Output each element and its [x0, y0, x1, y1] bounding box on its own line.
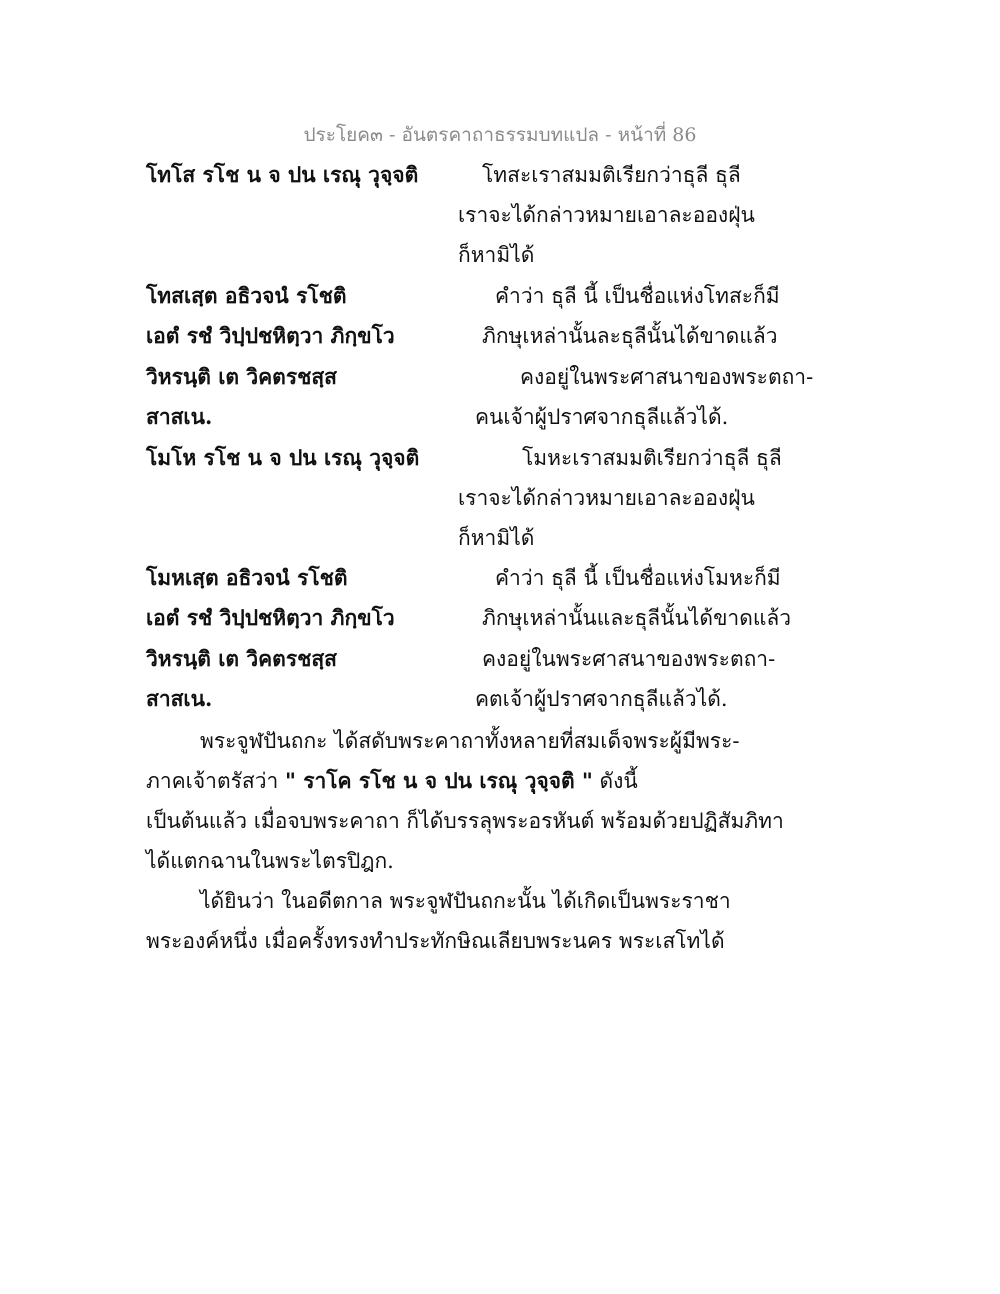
paragraph-2-line-1: ได้ยินว่า ในอดีตกาล พระจูฬปันถกะนั้น ได้เกิดเป็นพระราชา	[200, 889, 731, 913]
verse-6-translation-1: โมหะเราสมมติเรียกว่าธุลี ธุลี	[522, 446, 782, 470]
verse-10-pali: สาสเน.	[146, 686, 213, 711]
verse-3-translation: ภิกษุเหล่านั้นละธุลีนั้นได้ขาดแล้ว	[482, 324, 778, 348]
page-header: ประโยค๓ - อันตรคาถาธรรมบทแปล - หน้าที่ 86	[303, 124, 697, 146]
paragraph-1-line-2-post: ดังนี้	[592, 769, 638, 793]
paragraph-2-line-2: พระองค์หนึ่ง เมื่อครั้งทรงทำประทักษิณเลียบพระนคร พระเสโทได้	[146, 929, 725, 953]
paragraph-1-line-2	[146, 766, 638, 796]
verse-9-pali: วิหรนฺติ เต วิคตรชสฺส	[146, 646, 337, 671]
verse-6-pali: โมโห รโช น จ ปน เรณุ วุจฺจติ	[146, 445, 420, 470]
verse-5-translation: คนเจ้าผู้ปราศจากธุลีแล้วได้.	[475, 405, 729, 429]
quoted-verse: " ราโค รโช น จ ปน เรณุ วุจฺจติ "	[284, 768, 593, 793]
verse-1-pali: โทโส รโช น จ ปน เรณุ วุจฺจติ	[146, 162, 419, 187]
verse-2-translation: คำว่า ธุลี นี้ เป็นชื่อแห่งโทสะก็มี	[495, 284, 780, 308]
verse-1-translation-1: โทสะเราสมมติเรียกว่าธุลี ธุลี	[482, 163, 741, 187]
verse-7-translation: คำว่า ธุลี นี้ เป็นชื่อแห่งโมหะก็มี	[495, 566, 781, 590]
verse-3-pali: เอตํ รชํ วิปฺปชหิตฺวา ภิกฺขโว	[146, 323, 395, 348]
verse-1-translation-2: เราจะได้กล่าวหมายเอาละอองฝุ่น	[458, 203, 755, 227]
paragraph-1-line-4: ได้แตกฉานในพระไตรปิฎก.	[146, 849, 394, 873]
paragraph-1-line-2-pre: ภาคเจ้าตรัสว่า	[146, 769, 285, 793]
verse-5-pali: สาสเน.	[146, 404, 213, 429]
verse-8-translation: ภิกษุเหล่านั้นและธุลีนั้นได้ขาดแล้ว	[482, 606, 792, 630]
verse-4-translation: คงอยู่ในพระศาสนาของพระตถา-	[520, 365, 814, 389]
verse-6-translation-2: เราจะได้กล่าวหมายเอาละอองฝุ่น	[458, 486, 755, 510]
paragraph-1-line-1: พระจูฬปันถกะ ได้สดับพระคาถาทั้งหลายที่สมเด็จพระผู้มีพระ-	[200, 729, 740, 753]
verse-4-pali: วิหรนฺติ เต วิคตรชสฺส	[146, 364, 337, 389]
verse-9-translation: คงอยู่ในพระศาสนาของพระตถา-	[482, 647, 776, 671]
verse-2-pali: โทสเสฺต อธิวจนํ รโชติ	[146, 283, 347, 308]
verse-7-pali: โมหเสฺต อธิวจนํ รโชติ	[146, 565, 348, 590]
paragraph-1-line-3: เป็นต้นแล้ว เมื่อจบพระคาถา ก็ได้บรรลุพระอรหันต์ พร้อมด้วยปฏิสัมภิทา	[146, 809, 784, 833]
verse-6-translation-3: ก็หามิได้	[458, 526, 535, 550]
verse-8-pali: เอตํ รชํ วิปฺปชหิตฺวา ภิกฺขโว	[146, 605, 395, 630]
verse-10-translation: คตเจ้าผู้ปราศจากธุลีแล้วได้.	[475, 687, 728, 711]
verse-1-translation-3: ก็หามิได้	[458, 243, 535, 267]
